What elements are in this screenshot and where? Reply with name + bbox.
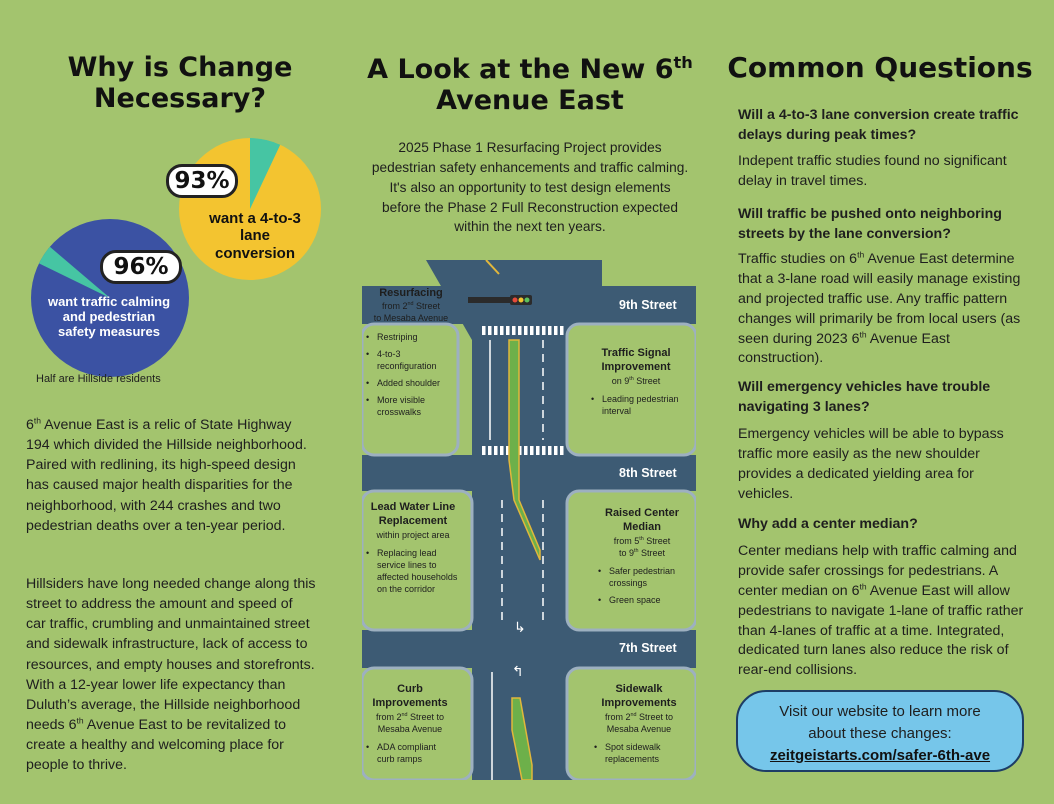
annotation-title-line2: Improvements [372,697,448,710]
stat-93-label-line1: want a 4-to-3 [209,210,301,227]
street-label-8th: 8th Street [619,466,677,480]
survey-note: Half are Hillside residents [36,373,161,385]
annotation-title: Resurfacing [379,287,443,299]
annotation-title-line1: Lead Water Line [370,501,456,513]
website-callout [736,690,1024,772]
annotation-title-line2: Replacement [378,515,448,528]
annotation-resurfacing [366,286,456,423]
left-title-line2: Necessary? [93,83,267,115]
crosswalk-9th [480,326,566,335]
annotation-subtitle2: Mesaba Avenue [377,723,443,734]
website-link[interactable]: zeitgeistarts.com/safer-6th-ave [769,746,991,764]
annotation-title-line1: Sidewalk [615,683,663,695]
answer-4: Center medians help with traffic calming and provide safer crossings for pedestrians. A center median on 6th Avenue East will allow pedestrians to navigate 1-lane of traffic rather than 4-lanes of traffic at a time. Integrated, dedicated turn lanes also reduce the risk of rear-end collisions. [738,543,1024,679]
visit-line2: about these changes: [808,724,952,742]
annotation-list [366,547,460,596]
stat-96-label-line1: want traffic calming [47,294,171,309]
annotation-subtitle: from 2nd Street to [604,711,674,722]
annotation-title-line2: Improvement [601,361,671,374]
annotation-subtitle: within project area [376,529,450,540]
list-item: • Safer pedestrian crossings [598,565,686,589]
annotation-list [598,565,686,606]
annotation-traffic-signal [591,346,681,422]
annotation-title-line1: Curb [397,683,423,695]
annotation-sidewalk [594,682,684,770]
annotation-subtitle: from 5th Street [613,535,671,546]
street-label-7th: 7th Street [619,641,677,655]
annotation-curb [366,682,454,770]
question-3: Will emergency vehicles have trouble navigating 3 lanes? [738,379,991,415]
stat-93-label-line2: lane [239,227,270,245]
list-item: • Restriping [366,331,456,343]
left-title-line1: Why is Change [67,52,293,83]
stat-96-label-line3: safety measures [58,323,160,339]
list-item: • Spot sidewalk replacements [594,741,684,765]
turn-arrow-icon: ↳ [514,620,526,636]
annotation-list [366,331,456,419]
annotation-title-line2: Median [623,521,661,534]
annotation-water-line [366,500,460,600]
annotation-subtitle: from 2nd Street [381,301,441,312]
need-paragraph: Hillsiders have long needed change along this street to address the amount and speed of car traffic, crumbling and unmaintained street and sidewalk infrastructure, lack of access to resources, and empty houses and storefronts. With a 12-year lower life expectancy than Duluth’s average, the Hillside neighborhood needs 6th Avenue East to be revitalized to create a healthy and welcoming place for people to thrive. [26,576,316,774]
annotation-subtitle2: to Mesaba Avenue [373,313,449,324]
question-4: Why add a center median? [738,516,918,532]
project-intro: 2025 Phase 1 Resurfacing Project provides pedestrian safety enhancements and traffic calming. It's also an opportunity to test design elements before the Phase 2 Full Reconstruction expected within the next ten years. [371,140,689,235]
middle-title-line2: Avenue East [436,85,624,117]
annotation-subtitle: on 9th Street [611,375,661,386]
list-item: • Leading pedestrian interval [591,393,681,417]
annotation-list [594,741,684,765]
annotation-title-line1: Traffic Signal [601,347,671,359]
list-item: • Added shoulder [366,377,456,389]
question-2: Will traffic be pushed onto neighboring streets by the lane conversion? [738,206,1002,242]
annotation-list [591,393,681,417]
list-item: • Green space [598,594,686,606]
annotation-subtitle: from 2nd Street to [375,711,445,722]
annotation-median [598,506,686,611]
stat-93-label [196,210,314,262]
annotation-title-line1: Raised Center [605,507,679,519]
middle-column-title [355,54,705,116]
answer-2: Traffic studies on 6th Avenue East determine that a 3-lane road will easily manage existing and projected traffic use. Any traffic pattern changes will primarily be from local users (as seen during 2023 6th Avenue East construction). [738,249,1021,367]
list-item: • 4-to-3 reconfiguration [366,348,456,372]
middle-title-line1: A Look at the New 6th [367,53,693,85]
left-column-title [40,52,320,114]
right-column-title: Common Questions [727,51,1033,84]
stat-93-label-line3: conversion [214,244,296,262]
list-item: • Replacing lead service lines to affected households on the corridor [366,547,460,596]
crosswalk-8th [480,446,566,455]
stat-96-percent: 96% [100,250,182,284]
question-1: Will a 4-to-3 lane conversion create traffic delays during peak times? [738,107,1019,143]
annotation-list [366,741,454,765]
turn-arrow-icon: ↰ [512,664,524,680]
visit-line1: Visit our website to learn more [779,703,981,720]
annotation-subtitle2: to 9th Street [618,547,666,558]
stat-96-label [34,295,184,340]
stat-96-label-line2: and pedestrian [62,308,156,324]
answer-3: Emergency vehicles will be able to bypass traffic more easily as the new shoulder provides a dedicated yielding area for vehicles. [738,426,1004,502]
list-item: • More visible crosswalks [366,394,456,418]
annotation-subtitle2: Mesaba Avenue [606,723,672,734]
annotation-title-line2: Improvements [601,697,677,710]
answer-1: Indepent traffic studies found no significant delay in travel times. [738,153,1007,189]
list-item: • ADA compliant curb ramps [366,741,454,765]
history-paragraph: 6th Avenue East is a relic of State Highway 194 which divided the Hillside neighborhood. Paired with redlining, its high-speed design has caused major health disparities for the neighborhood, with 244 crashes and two pedestrian deaths over a ten-year period. [26,415,307,534]
stat-93-percent: 93% [166,164,238,198]
street-label-9th: 9th Street [619,298,677,312]
